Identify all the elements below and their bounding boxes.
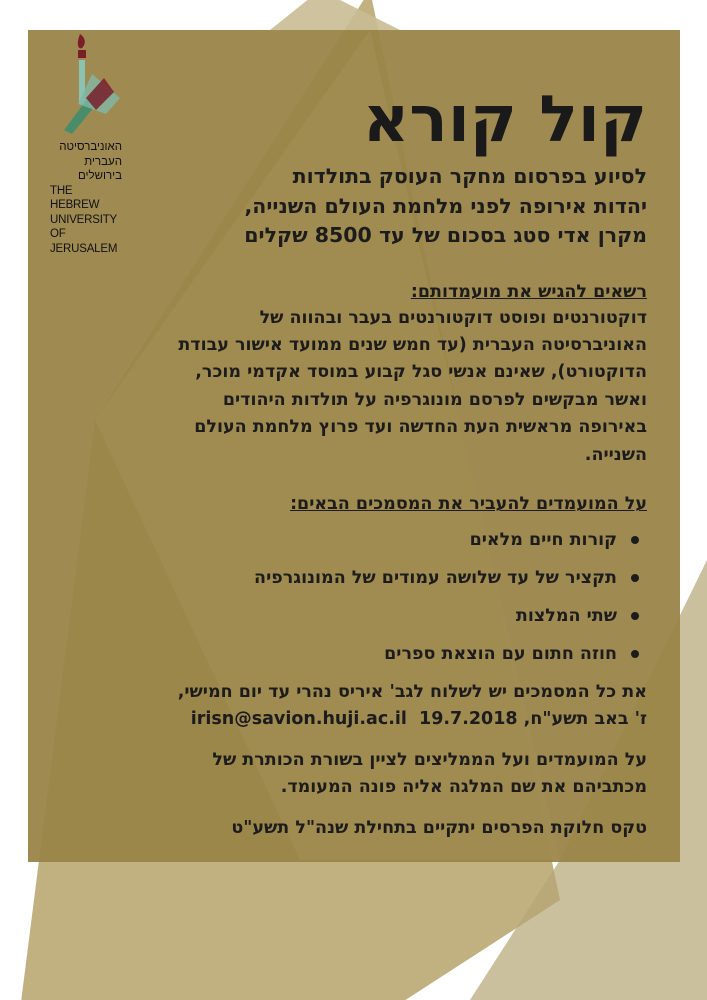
bullet-icon xyxy=(631,612,639,620)
deadline-text xyxy=(80,679,647,733)
eligibility-heading: רשאים להגיש את מועמדותם: xyxy=(410,281,647,302)
subtitle-line-1: לסיוע בפרסום מחקר העוסק בתולדות xyxy=(292,164,647,188)
documents-heading: על המועמדים להעביר את המסמכים הבאים: xyxy=(290,493,647,514)
documents-list xyxy=(80,527,647,667)
list-item xyxy=(80,527,647,553)
subtitle-line-3: מקרן אדי סטג בסכום של עד 8500 שקלים xyxy=(244,223,647,247)
subtitle-line-2: יהדות אירופה לפני מלחמת העולם השנייה, xyxy=(244,193,647,218)
note-text xyxy=(80,747,647,801)
top-shard xyxy=(270,0,400,30)
note-line-2: מכתביהם את שם המלגה אליה פונה המעומד. xyxy=(280,776,647,797)
document-4: חוזה חתום עם הוצאת ספרים xyxy=(384,643,617,664)
eligibility-line-6: השנייה. xyxy=(584,444,647,465)
bullet-icon xyxy=(631,650,639,658)
poster-subtitle xyxy=(80,162,647,251)
poster-content xyxy=(80,82,647,842)
document-3: שתי המלצות xyxy=(515,605,617,626)
logo-he-line-2: העברית xyxy=(84,155,122,168)
eligibility-text xyxy=(80,305,647,469)
deadline-line-1: את כל המסמכים יש לשלוח לגב' איריס נהרי עד יום חמישי, xyxy=(177,681,647,702)
logo-he-line-3: בירושלים xyxy=(77,170,122,182)
document-2: תקציר של עד שלושה עמודים של המונוגרפיה xyxy=(254,567,617,588)
logo-he-line-1: האוניברסיטה xyxy=(59,141,122,153)
eligibility-line-1: דוקטורנטים ופוסט דוקטורנטים בעבר ובהווה של xyxy=(259,307,647,328)
eligibility-line-5: באירופה מראשית העת החדשה ועד פרוץ מלחמת העולם xyxy=(194,417,647,438)
deadline-date: ז' באב תשע"ח, 19.7.2018 xyxy=(419,708,647,729)
list-item xyxy=(80,641,647,667)
logo-en-line-1: THE HEBREW xyxy=(50,184,100,211)
deadline-line-2 xyxy=(80,706,647,733)
eligibility-line-3: הדוקטורט), שאינם אנשי סגל קבוע במוסד אקדמי מוכר, xyxy=(195,362,647,383)
logo-en-line-2: UNIVERSITY xyxy=(50,213,118,226)
poster-title: קול קורא xyxy=(362,83,647,157)
contact-email[interactable]: irisn@savion.huji.ac.il xyxy=(190,708,407,729)
note-line-1: על המועמדים ועל הממליצים לציין בשורת הכותרת של xyxy=(212,749,647,770)
ceremony-text: טקס חלוקת הפרסים יתקיים בתחילת שנה"ל תשע"ט xyxy=(231,817,647,838)
eligibility-line-2: האוניברסיטה העברית (עד חמש שנים ממועד אישור עבודת xyxy=(178,334,647,355)
bullet-icon xyxy=(631,536,639,544)
bullet-icon xyxy=(631,574,639,582)
document-1: קורות חיים מלאים xyxy=(469,529,617,550)
list-item xyxy=(80,565,647,591)
logo-en-line-3: OF JERUSALEM xyxy=(50,228,118,255)
eligibility-line-4: ואשר מבקשים לפרסם מונוגרפיה על תולדות היהודים xyxy=(222,389,647,410)
list-item xyxy=(80,603,647,629)
